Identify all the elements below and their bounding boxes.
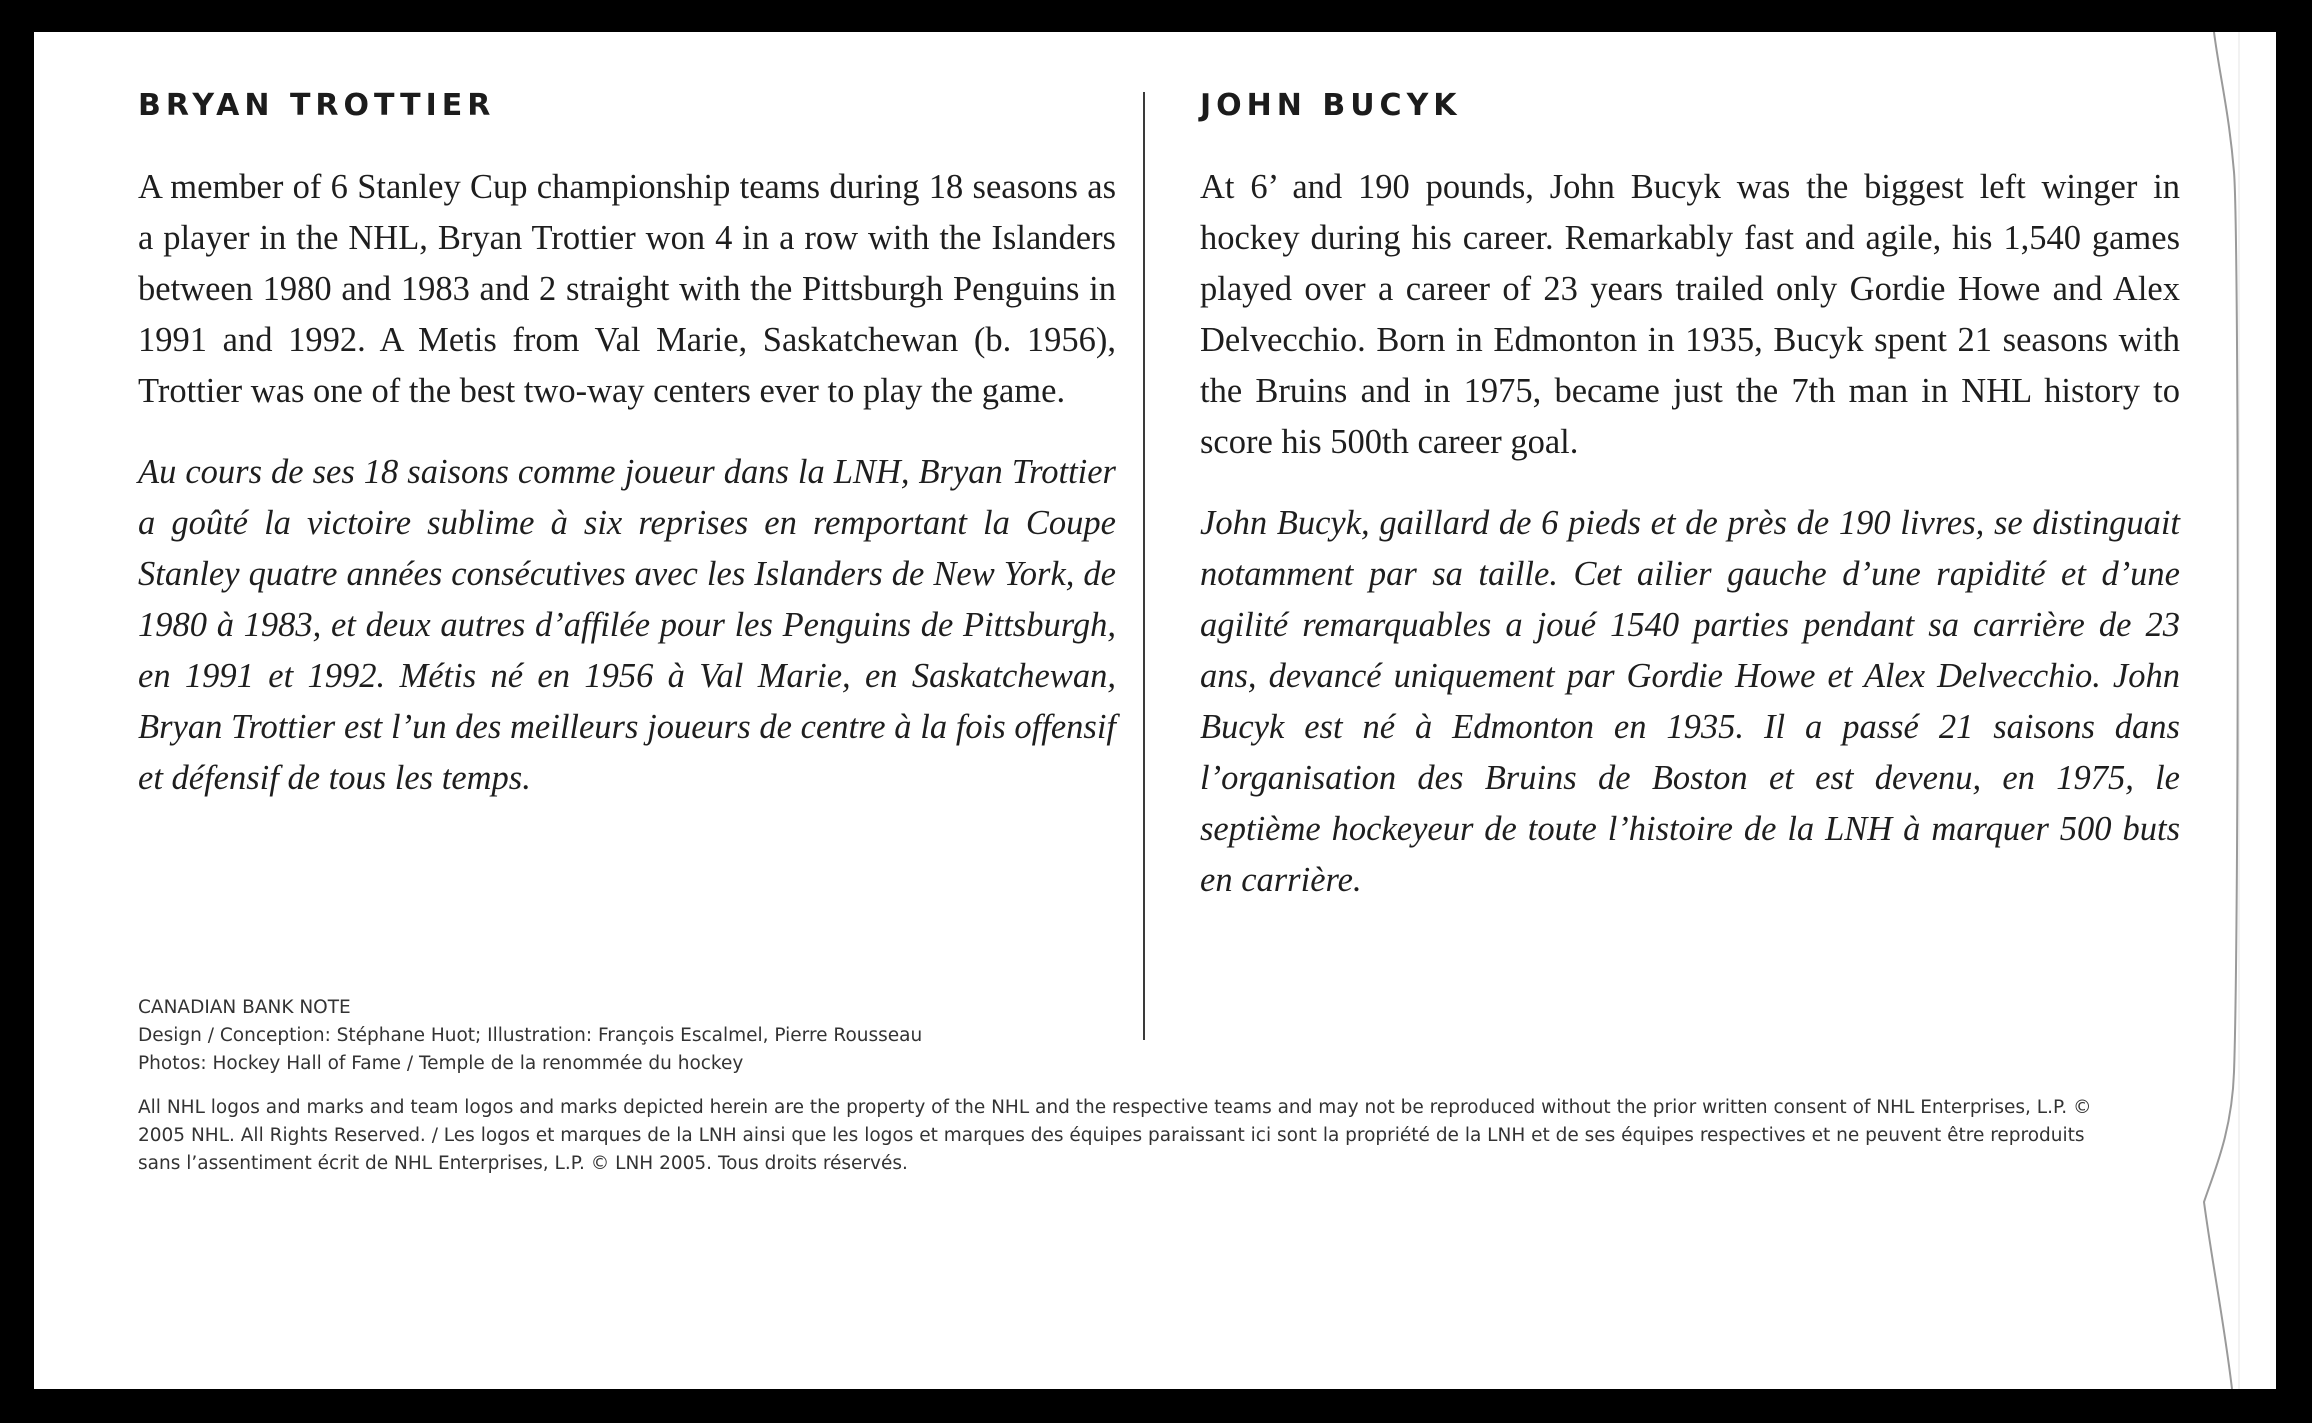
trottier-column [138, 86, 1116, 804]
credits-block [138, 994, 2138, 1178]
printer-credit: CANADIAN BANK NOTE [138, 997, 351, 1018]
legal-notice: All NHL logos and marks and team logos and marks depicted herein are the property of the NHL and the respective teams and may not be reproduced without the prior written consent of NHL Enterprises, L.P. © 2005 NHL. All Rights Reserved. / Les logos et marques de la LNH ainsi que les logos et marques des équipes paraissant ici sont la propriété de la LNH et de ses équipes respectives et ne peuvent être reproduits sans l’assentiment écrit de NHL Enterprises, L.P. © LNH 2005. Tous droits réservés. [138, 1097, 2092, 1174]
bucyk-english-text: At 6’ and 190 pounds, John Bucyk was the biggest left winger in hockey during his career. Remarkably fast and agile, his 1,540 games played over a career of 23 years trailed only Gordie Howe and Alex Delvecchio. Born in Edmonton in 1935, Bucyk spent 21 seasons with the Bruins and in 1975, became just the 7th man in NHL history to score his 500th career goal. [1200, 168, 2180, 461]
design-credit: Design / Conception: Stéphane Huot; Illustration: François Escalmel, Pierre Rousseau [138, 1025, 923, 1046]
photo-credit: Photos: Hockey Hall of Fame / Temple de la renommée du hockey [138, 1053, 744, 1074]
trottier-french-text: Au cours de ses 18 saisons comme joueur dans la LNH, Bryan Trottier a goûté la victoire sublime à six reprises en remportant la Coupe Stanley quatre années consécutives avec les Islanders de New York, de 1980 à 1983, et deux autres d’affilée pour les Penguins de Pittsburgh, en 1991 et 1992. Métis né en 1956 à Val Marie, en Saskatchewan, Bryan Trottier est l’un des meilleurs joueurs de centre à la fois offensif et défensif de tous les temps. [138, 453, 1116, 797]
trottier-heading: BRYAN TROTTIER [138, 88, 496, 123]
bucyk-french-text: John Bucyk, gaillard de 6 pieds et de près de 190 livres, se distinguait notamment par sa taille. Cet ailier gauche d’une rapidité et d’une agilité remarquables a joué 1540 parties pendant sa carrière de 23 ans, devancé uniquement par Gordie Howe et Alex Delvecchio. John Bucyk est né à Edmonton en 1935. Il a passé 21 saisons dans l’organisation des Bruins de Boston et est devenu, en 1975, le septième hockeyeur de toute l’histoire de la LNH à marquer 500 buts en carrière. [1200, 504, 2180, 899]
bucyk-heading: JOHN BUCYK [1200, 88, 1462, 123]
envelope-back [34, 32, 2276, 1389]
column-divider [1143, 92, 1145, 1040]
trottier-english-text: A member of 6 Stanley Cup championship teams during 18 seasons as a player in the NHL, Bryan Trottier won 4 in a row with the Islanders between 1980 and 1983 and 2 straight with the Pittsburgh Penguins in 1991 and 1992. A Metis from Val Marie, Saskatchewan (b. 1956), Trottier was one of the best two-way centers ever to play the game. [138, 168, 1116, 410]
bucyk-column [1200, 86, 2180, 906]
